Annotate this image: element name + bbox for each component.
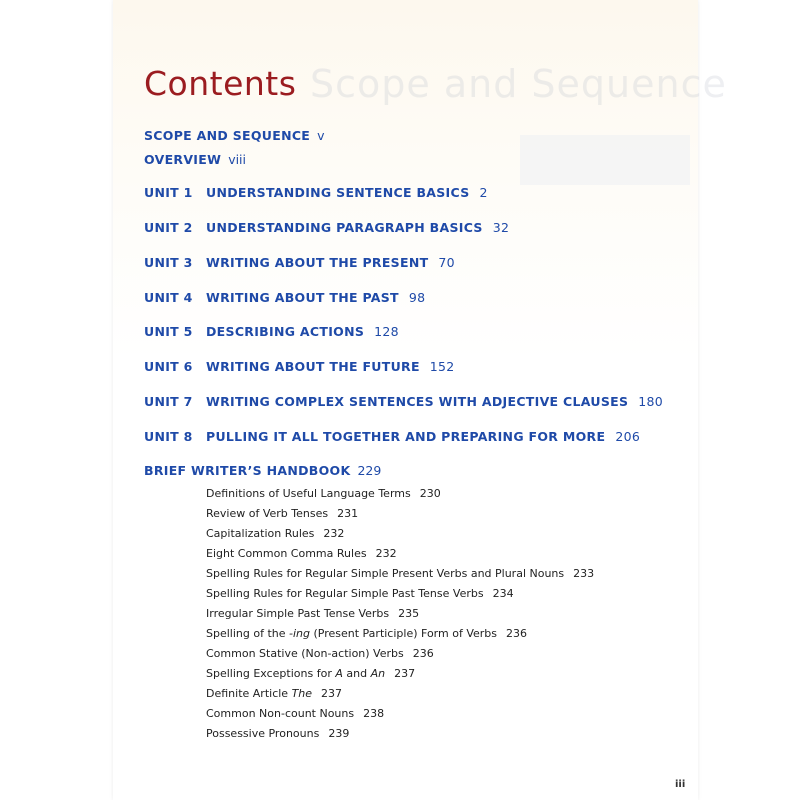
toc-entry-label: OVERVIEW (144, 152, 222, 167)
handbook-item[interactable] (206, 687, 342, 700)
bleed-through-text: Scope and Sequence (310, 62, 727, 106)
handbook-item-title: Spelling Rules for Regular Simple Past Tense Verbs (206, 587, 484, 600)
bleed-through-band (520, 135, 690, 185)
handbook-item-page: 238 (363, 707, 385, 720)
unit-title: WRITING COMPLEX SENTENCES WITH ADJECTIVE CLAUSES (206, 394, 629, 409)
unit-page: 180 (638, 394, 664, 409)
unit-number: UNIT 4 (144, 290, 193, 305)
handbook-item-title: Spelling Exceptions for A and An (206, 667, 386, 680)
handbook-item-page: 236 (412, 647, 434, 660)
handbook-item-title: Possessive Pronouns (206, 727, 320, 740)
unit-page: 98 (408, 290, 426, 305)
unit-number: UNIT 8 (144, 429, 193, 444)
handbook-item-page: 233 (573, 567, 595, 580)
handbook-item[interactable] (206, 587, 514, 600)
handbook-item-title: Common Non-count Nouns (206, 707, 355, 720)
handbook-item-page: 236 (506, 627, 527, 640)
toc-entry-label: SCOPE AND SEQUENCE (144, 128, 311, 143)
handbook-item-title: Spelling Rules for Regular Simple Present Verbs and Plural Nouns (206, 567, 565, 580)
handbook-item-title: Irregular Simple Past Tense Verbs (206, 607, 390, 620)
handbook-item-page: 239 (328, 727, 350, 740)
handbook-item[interactable] (206, 607, 419, 620)
unit-page: 32 (492, 220, 510, 235)
handbook-item[interactable] (206, 627, 527, 640)
handbook-item[interactable] (206, 507, 358, 520)
unit-title: PULLING IT ALL TOGETHER AND PREPARING FOR MORE (206, 429, 606, 444)
unit-page: 206 (615, 429, 641, 444)
unit-page: 2 (479, 185, 488, 200)
unit-title: WRITING ABOUT THE PAST (206, 290, 399, 305)
toc-entry-overview[interactable] (144, 152, 246, 167)
handbook-item-page: 232 (375, 547, 397, 560)
unit-title: DESCRIBING ACTIONS (206, 324, 365, 339)
handbook-item[interactable] (206, 647, 434, 660)
toc-entry-handbook[interactable] (144, 463, 381, 478)
handbook-item[interactable] (206, 527, 344, 540)
unit-title: WRITING ABOUT THE PRESENT (206, 255, 429, 270)
handbook-item-title: Definitions of Useful Language Terms (206, 487, 411, 500)
unit-number: UNIT 6 (144, 359, 193, 374)
handbook-item-page: 234 (492, 587, 514, 600)
toc-entry-label: BRIEF WRITER’S HANDBOOK (144, 463, 351, 478)
unit-title: UNDERSTANDING SENTENCE BASICS (206, 185, 470, 200)
handbook-item[interactable] (206, 567, 594, 580)
unit-page: 128 (374, 324, 399, 339)
toc-entry-page: v (317, 128, 325, 143)
handbook-item[interactable] (206, 667, 415, 680)
unit-page: 152 (429, 359, 455, 374)
page-number: iii (675, 779, 686, 790)
unit-title: UNDERSTANDING PARAGRAPH BASICS (206, 220, 483, 235)
handbook-item-title: Eight Common Comma Rules (206, 547, 367, 560)
handbook-item-page: 237 (394, 667, 416, 680)
handbook-item-title: Common Stative (Non-action) Verbs (206, 647, 404, 660)
handbook-item-page: 237 (321, 687, 343, 700)
handbook-item[interactable] (206, 707, 384, 720)
handbook-item-page: 230 (419, 487, 441, 500)
unit-page: 70 (438, 255, 455, 270)
toc-entry-page: viii (228, 152, 247, 167)
handbook-item-title: Definite Article The (206, 687, 313, 700)
handbook-item-title: Review of Verb Tenses (206, 507, 329, 520)
unit-number: UNIT 3 (144, 255, 193, 270)
page-title: Contents (144, 64, 297, 103)
unit-number: UNIT 1 (144, 185, 193, 200)
toc-entry-page: 229 (357, 463, 382, 478)
unit-number: UNIT 5 (144, 324, 193, 339)
handbook-item-page: 235 (398, 607, 420, 620)
toc-entry-scope[interactable] (144, 128, 325, 143)
unit-title: WRITING ABOUT THE FUTURE (206, 359, 420, 374)
handbook-item-page: 232 (323, 527, 345, 540)
handbook-item[interactable] (206, 547, 397, 560)
handbook-item-page: 231 (337, 507, 359, 520)
handbook-item-title: Capitalization Rules (206, 527, 315, 540)
unit-number: UNIT 2 (144, 220, 193, 235)
handbook-item-title: Spelling of the -ing (Present Participle) Form of Verbs (206, 627, 497, 640)
unit-number: UNIT 7 (144, 394, 193, 409)
handbook-item[interactable] (206, 487, 441, 500)
handbook-item[interactable] (206, 727, 349, 740)
